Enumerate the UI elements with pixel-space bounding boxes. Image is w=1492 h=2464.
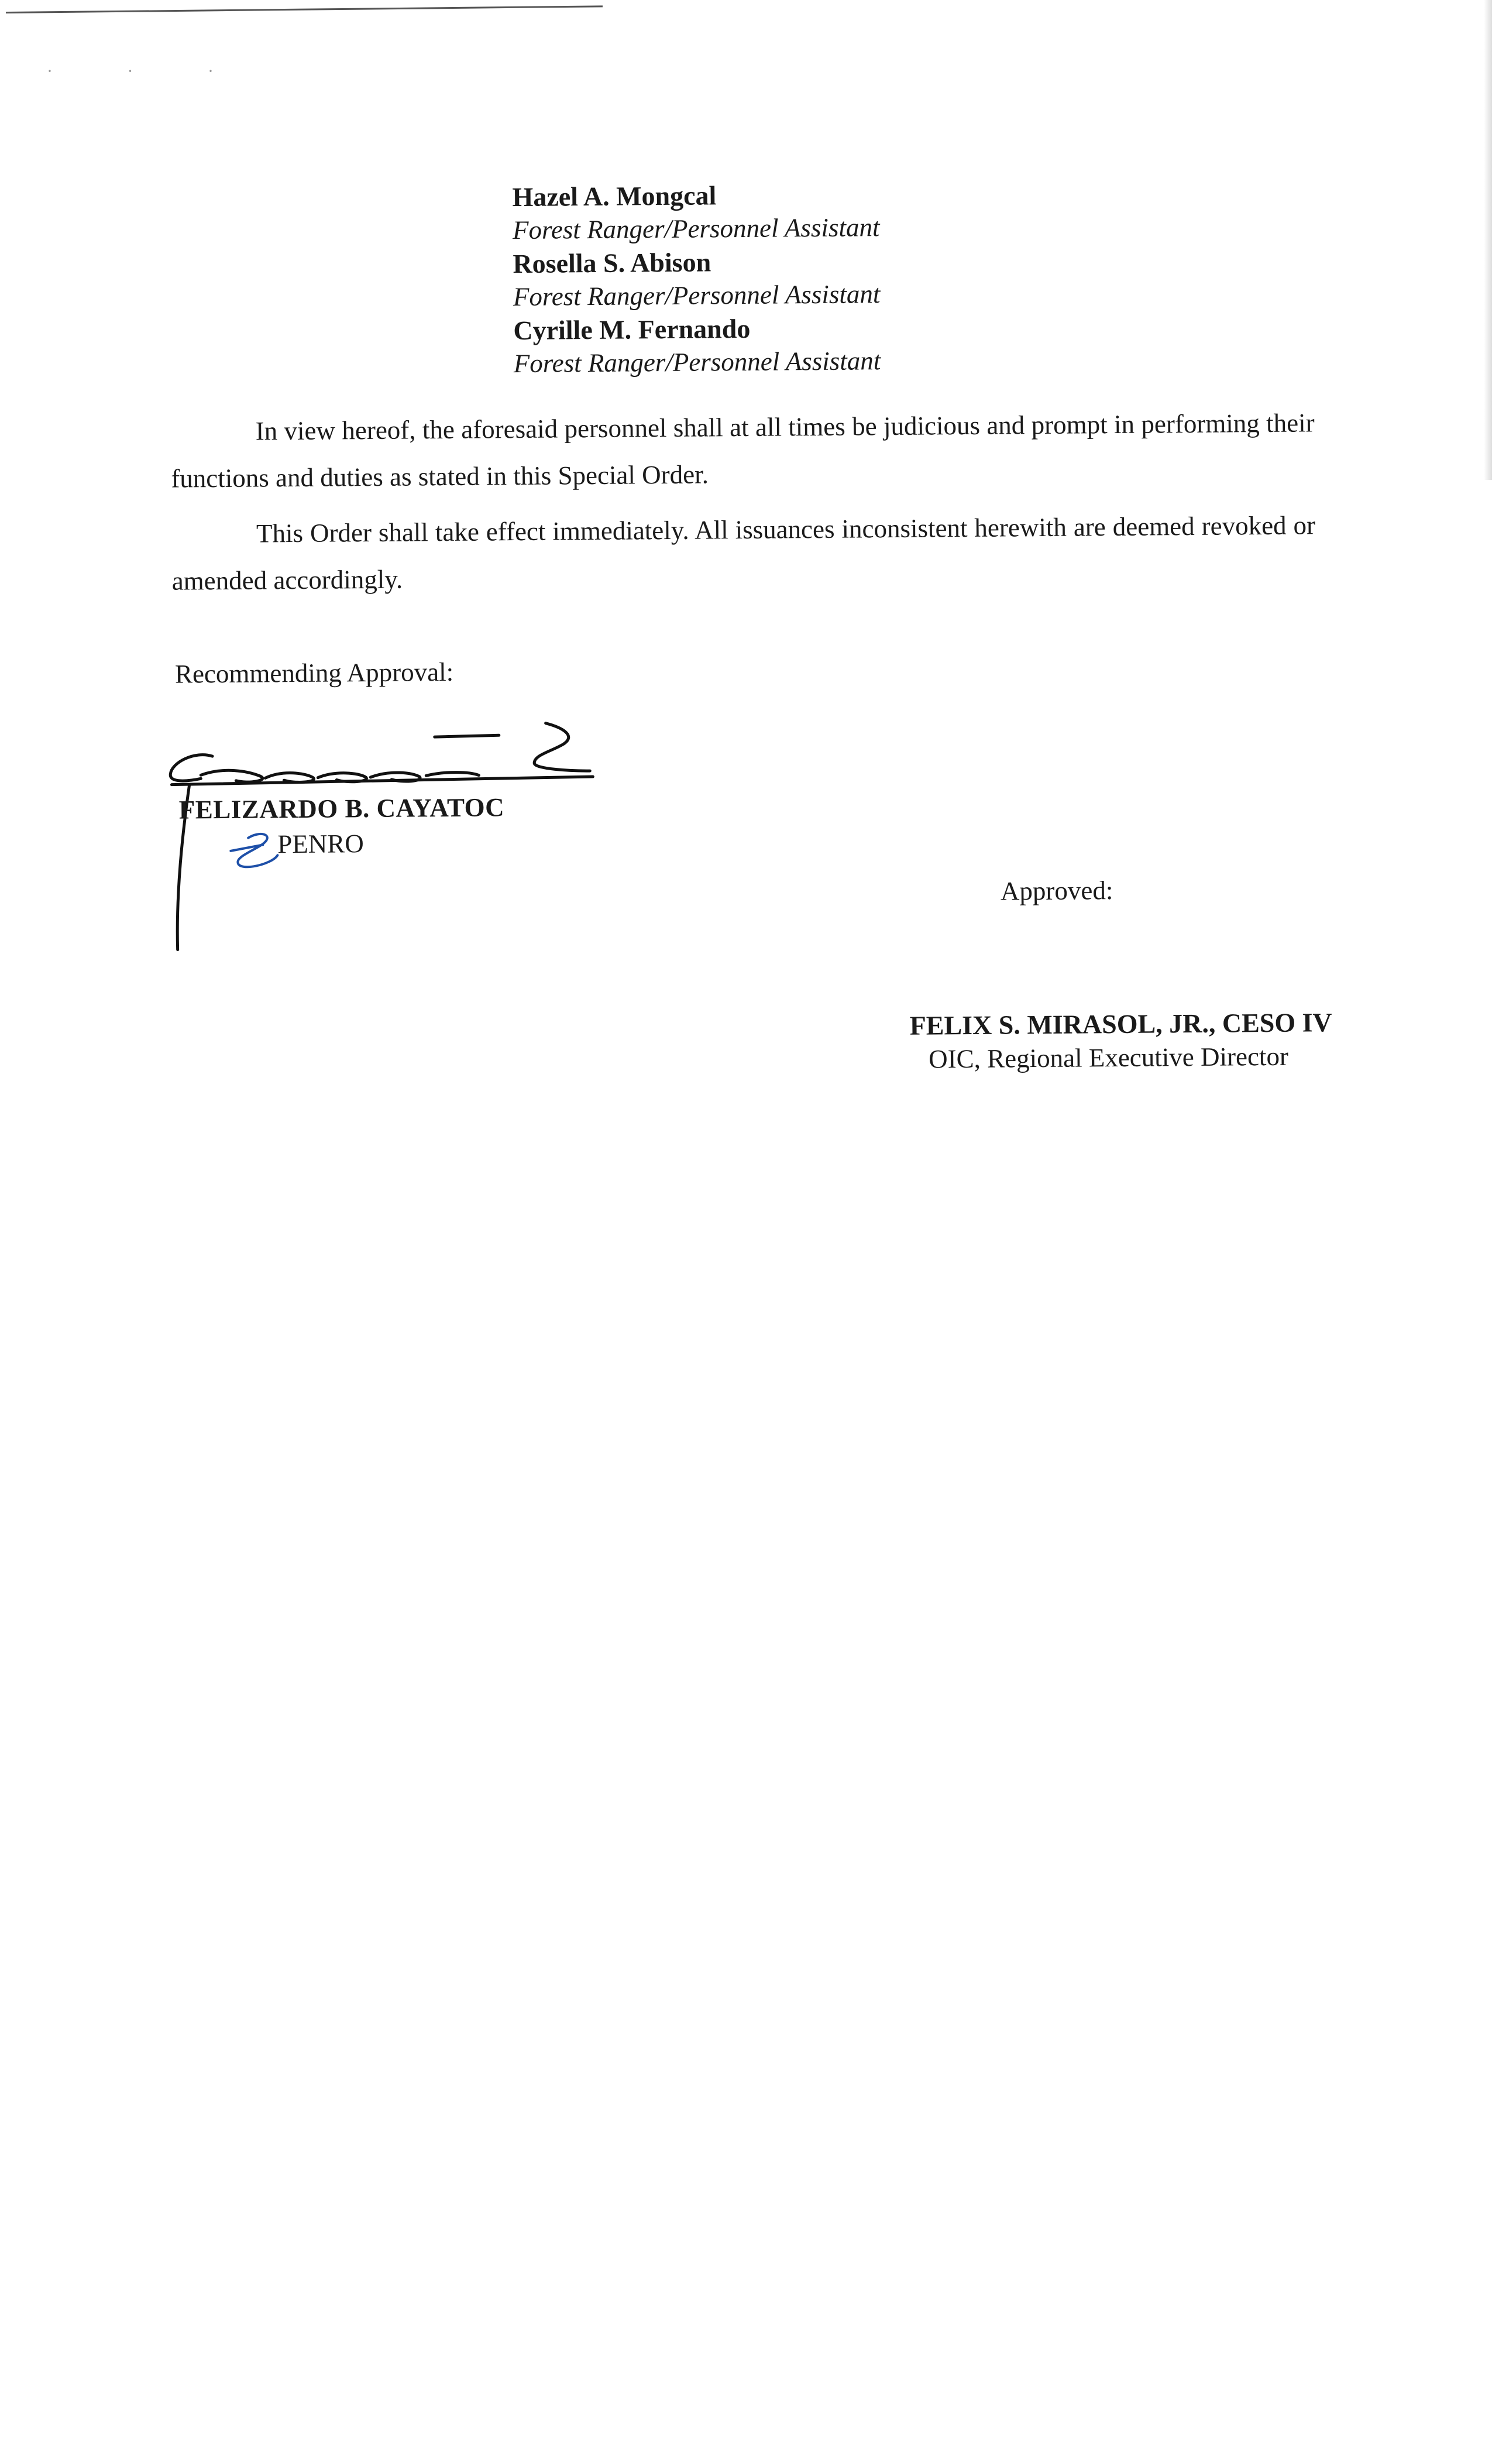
personnel-title: Forest Ranger/Personnel Assistant bbox=[513, 279, 881, 312]
approved-label: Approved: bbox=[1000, 876, 1113, 906]
personnel-name: Hazel A. Mongcal bbox=[512, 180, 717, 212]
personnel-list bbox=[512, 176, 1099, 380]
effectivity-paragraph: This Order shall take effect immediately. All issuances inconsistent herewith are deemed revoked or amended accordingly. bbox=[171, 510, 1316, 596]
personnel-name: Rosella S. Abison bbox=[513, 247, 711, 279]
judicious-paragraph: In view hereof, the aforesaid personnel shall at all times be judicious and prompt in performing their functions and duties as stated in this Special Order. bbox=[171, 408, 1315, 493]
recommending-official-title: PENRO bbox=[277, 829, 364, 859]
recommending-official-name: FELIZARDO B. CAYATOC bbox=[178, 792, 505, 825]
recommending-approval-label: Recommending Approval: bbox=[174, 657, 454, 689]
approving-official-title: OIC, Regional Executive Director bbox=[928, 1041, 1289, 1074]
penro-signature bbox=[160, 712, 606, 962]
scan-specks: · · · bbox=[47, 61, 249, 81]
approving-official-name: FELIX S. MIRASOL, JR., CESO IV bbox=[909, 1007, 1332, 1041]
personnel-title: Forest Ranger/Personnel Assistant bbox=[512, 212, 880, 245]
personnel-name: Cyrille M. Fernando bbox=[513, 313, 751, 346]
personnel-title: Forest Ranger/Personnel Assistant bbox=[513, 346, 881, 379]
